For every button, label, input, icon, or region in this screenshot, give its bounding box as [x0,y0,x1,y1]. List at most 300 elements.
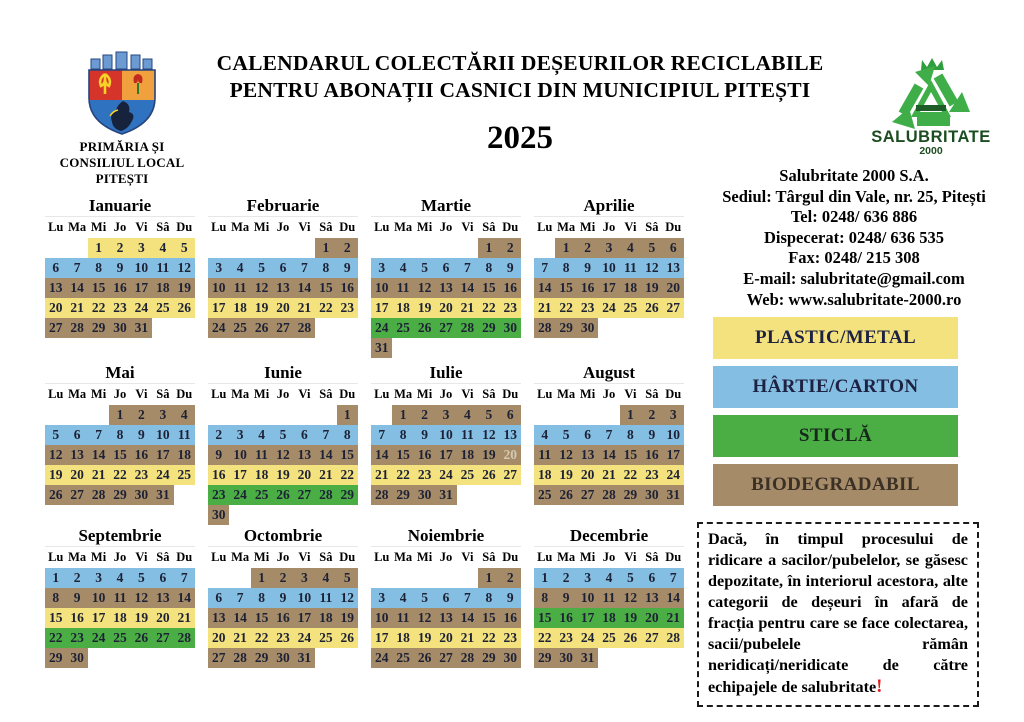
calendar-day: 20 [66,465,87,485]
city-hall-caption [38,139,206,187]
calendar-day: 29 [251,648,272,668]
calendar-day: 7 [371,425,392,445]
calendar-day: 31 [371,338,392,358]
weekday-label: Mi [579,387,596,401]
weekday-label: Ma [231,220,250,234]
calendar-day: 4 [598,568,619,588]
calendar-day: 5 [272,425,293,445]
calendar-day: 16 [208,465,229,485]
week-row [45,568,195,588]
calendar-day: 4 [392,588,413,608]
calendar-day: 26 [131,628,152,648]
calendar-day: 24 [88,628,109,648]
calendar-day: 10 [294,588,315,608]
calendar-day: 11 [457,425,478,445]
calendar-day: 14 [371,445,392,465]
calendar-day: 20 [500,445,521,465]
empty-day-cell [392,568,413,588]
empty-day-cell [45,405,66,425]
calendar-day: 16 [555,608,576,628]
calendar-day: 10 [435,425,456,445]
month-septembrie [45,526,195,689]
empty-day-cell [337,648,358,668]
calendar-day: 3 [371,588,392,608]
calendar-day: 26 [414,318,435,338]
calendar-day: 12 [414,278,435,298]
calendar-day: 3 [152,405,173,425]
weekday-label: Lu [537,387,553,401]
empty-day-cell [371,568,392,588]
empty-day-cell [251,505,272,525]
calendar-day: 11 [152,258,173,278]
calendar-day: 8 [392,425,413,445]
month-title: Iulie [371,363,521,384]
calendar-day: 2 [66,568,87,588]
calendar-day: 16 [500,278,521,298]
empty-day-cell [598,318,619,338]
calendar-day: 12 [641,258,662,278]
contact-info [686,166,1022,310]
calendar-day: 26 [641,298,662,318]
calendar-day: 8 [251,588,272,608]
calendar-day: 15 [620,445,641,465]
caption-line: PRIMĂRIA ȘI [79,139,165,154]
weekday-label: Vi [461,550,474,564]
week-row [371,648,521,668]
calendar-day: 21 [534,298,555,318]
calendar-day: 5 [555,425,576,445]
weekday-label: Ma [68,387,87,401]
weekday-label: Vi [624,550,637,564]
recycle-logo-icon [878,50,984,130]
calendar-day: 29 [392,485,413,505]
calendar-day: 11 [315,588,336,608]
weekday-label: Lu [374,550,390,564]
month-title: Martie [371,196,521,217]
calendar-day: 3 [663,405,684,425]
calendar-day: 27 [641,628,662,648]
empty-day-cell [663,318,684,338]
week-row [371,465,521,485]
calendar-day: 18 [620,278,641,298]
calendar-day: 17 [294,608,315,628]
week-row [208,608,358,628]
week-row [371,278,521,298]
weekday-label: Lu [374,387,390,401]
calendar-day: 16 [641,445,662,465]
calendar-day: 8 [620,425,641,445]
weekday-label: Sâ [482,387,496,401]
weekday-label: Du [665,387,682,401]
weekday-label: Sâ [482,550,496,564]
month-mai [45,363,195,526]
calendar-day: 28 [294,318,315,338]
weekday-label: Mi [579,220,596,234]
calendar-day: 14 [88,445,109,465]
calendar-day: 9 [208,445,229,465]
calendar-day: 22 [478,628,499,648]
weekday-label: Du [502,220,519,234]
calendar-day: 22 [534,628,555,648]
week-row [534,588,684,608]
calendar-day: 26 [45,485,66,505]
weekday-header-row [45,550,195,567]
calendar-day: 9 [109,258,130,278]
calendar-day: 8 [478,588,499,608]
calendar-day: 29 [45,648,66,668]
calendar-day: 15 [534,608,555,628]
calendar-day: 16 [272,608,293,628]
calendar-day: 10 [152,425,173,445]
calendar-day: 22 [109,465,130,485]
empty-day-cell [641,648,662,668]
calendar-day: 17 [131,278,152,298]
salubritate-logo [862,50,1000,157]
calendar-day: 1 [88,238,109,258]
week-row [208,258,358,278]
calendar-day: 13 [500,425,521,445]
month-iulie [371,363,521,526]
calendar-day: 27 [45,318,66,338]
calendar-day: 6 [435,588,456,608]
calendar-day: 15 [315,278,336,298]
empty-day-cell [598,405,619,425]
calendar-day: 5 [337,568,358,588]
calendar-day: 14 [174,588,195,608]
calendar-day: 22 [620,465,641,485]
calendar-day: 5 [131,568,152,588]
empty-day-cell [457,568,478,588]
weekday-label: Mi [253,220,270,234]
calendar-day: 9 [500,258,521,278]
calendar-day: 11 [620,258,641,278]
calendar-day: 21 [229,628,250,648]
weekday-label: Vi [461,220,474,234]
calendar-day: 4 [229,258,250,278]
calendar-day: 28 [88,485,109,505]
week-row [45,588,195,608]
weekday-label: Lu [374,220,390,234]
calendar-day: 14 [457,278,478,298]
week-row [371,568,521,588]
calendar-day: 11 [229,278,250,298]
calendar-day: 24 [663,465,684,485]
calendar-day: 3 [598,238,619,258]
empty-day-cell [109,648,130,668]
empty-day-cell [272,238,293,258]
week-row [534,405,684,425]
calendar-day: 24 [371,318,392,338]
empty-day-cell [272,505,293,525]
calendar-day: 2 [208,425,229,445]
calendar-day: 10 [371,608,392,628]
calendar-day: 22 [315,298,336,318]
calendar-day: 23 [337,298,358,318]
weekday-label: Jo [113,387,127,401]
calendar-day: 22 [392,465,413,485]
calendar-day: 3 [131,238,152,258]
weekday-label: Du [502,387,519,401]
calendar-day: 13 [45,278,66,298]
calendar-day: 21 [457,628,478,648]
pitesti-coat-of-arms [38,48,206,187]
month-title: Aprilie [534,196,684,217]
calendar-day: 3 [294,568,315,588]
calendar-day: 4 [174,405,195,425]
calendar-day: 15 [392,445,413,465]
weekday-label: Lu [211,220,227,234]
weekday-label: Mi [416,387,433,401]
calendar-day: 21 [598,465,619,485]
calendar-day: 2 [109,238,130,258]
calendar-day: 8 [337,425,358,445]
calendar-day: 2 [272,568,293,588]
calendar-day: 1 [251,568,272,588]
week-row [45,405,195,425]
calendar-day: 12 [45,445,66,465]
weekday-label: Mi [579,550,596,564]
empty-day-cell [294,238,315,258]
calendar-day: 19 [620,608,641,628]
calendar-day: 10 [577,588,598,608]
calendar-day: 10 [208,278,229,298]
weekday-label: Jo [276,387,290,401]
calendar-day: 2 [641,405,662,425]
empty-day-cell [414,568,435,588]
weekday-label: Mi [90,220,107,234]
title-line-2: PENTRU ABONAȚII CASNICI DIN MUNICIPIUL PITEȘTI [229,78,811,102]
calendar-day: 16 [577,278,598,298]
salubritate-logo-name: SALUBRITATE [871,128,991,146]
calendar-day: 5 [251,258,272,278]
empty-day-cell [663,648,684,668]
week-row [208,425,358,445]
calendar-day: 19 [555,465,576,485]
weekday-header-row [534,550,684,567]
weekday-label: Sâ [645,550,659,564]
weekday-label: Sâ [319,220,333,234]
warning-exclamation: ! [876,676,883,697]
calendar-day: 2 [337,238,358,258]
calendar-day: 11 [392,608,413,628]
weekday-label: Ma [394,220,413,234]
week-row [534,425,684,445]
week-row [534,298,684,318]
week-row [371,338,521,358]
calendar-day: 25 [315,628,336,648]
month-noiembrie [371,526,521,689]
month-iunie [208,363,358,526]
weekday-label: Sâ [319,550,333,564]
calendar-day: 13 [294,445,315,465]
empty-day-cell [371,405,392,425]
calendar-day: 19 [272,465,293,485]
calendar-day: 3 [229,425,250,445]
empty-day-cell [555,405,576,425]
contact-line: E-mail: salubritate@gmail.com [743,268,965,288]
weekday-label: Vi [298,387,311,401]
calendar-day: 2 [500,568,521,588]
calendar-day: 11 [174,425,195,445]
empty-day-cell [641,318,662,338]
week-row [208,278,358,298]
week-row [371,628,521,648]
calendar-day: 29 [88,318,109,338]
calendar-day: 20 [663,278,684,298]
week-row [208,628,358,648]
contact-line: Tel: 0248/ 636 886 [790,207,918,227]
empty-day-cell [294,405,315,425]
weekday-label: Ma [68,550,87,564]
calendar-day: 6 [294,425,315,445]
calendar-day: 12 [131,588,152,608]
calendar-day: 30 [109,318,130,338]
calendar-day: 14 [229,608,250,628]
calendar-day: 17 [435,445,456,465]
calendar-day: 17 [598,278,619,298]
calendar-day: 29 [478,318,499,338]
calendar-day: 28 [457,318,478,338]
calendar-day: 13 [435,278,456,298]
calendar-day: 20 [152,608,173,628]
weekday-label: Vi [135,387,148,401]
calendar-day: 2 [555,568,576,588]
calendar-day: 21 [66,298,87,318]
calendar-day: 9 [131,425,152,445]
calendar-day: 22 [555,298,576,318]
empty-day-cell [337,505,358,525]
calendar-day: 7 [66,258,87,278]
week-row [208,568,358,588]
calendar-day: 25 [251,485,272,505]
calendar-day: 14 [66,278,87,298]
calendar-day: 30 [272,648,293,668]
coat-of-arms-icon [82,48,162,136]
calendar-day: 11 [251,445,272,465]
calendar-day: 13 [663,258,684,278]
week-row [534,628,684,648]
weekday-header-row [534,387,684,404]
calendar-day: 24 [577,628,598,648]
calendar-day: 3 [88,568,109,588]
weekday-label: Ma [557,220,576,234]
calendar-day: 14 [598,445,619,465]
calendar-day: 9 [500,588,521,608]
calendar-day: 28 [457,648,478,668]
calendar-day: 12 [251,278,272,298]
week-row [534,568,684,588]
empty-day-cell [435,568,456,588]
calendar-day: 3 [371,258,392,278]
empty-day-cell [66,238,87,258]
calendar-day: 6 [641,568,662,588]
empty-day-cell [457,485,478,505]
weekday-label: Lu [211,550,227,564]
calendar-day: 23 [500,628,521,648]
empty-day-cell [152,648,173,668]
calendar-day: 25 [392,318,413,338]
calendar-day: 9 [641,425,662,445]
calendar-day: 24 [294,628,315,648]
empty-day-cell [45,238,66,258]
empty-day-cell [208,405,229,425]
calendar-day: 27 [577,485,598,505]
empty-day-cell [229,238,250,258]
week-row [534,238,684,258]
calendar-day: 29 [620,485,641,505]
calendar-day: 5 [478,405,499,425]
empty-day-cell [315,318,336,338]
calendar-day: 2 [577,238,598,258]
calendar-day: 6 [208,588,229,608]
calendar-day: 16 [500,608,521,628]
calendar-day: 7 [534,258,555,278]
empty-day-cell [337,318,358,338]
weekday-header-row [208,550,358,567]
weekday-label: Sâ [645,220,659,234]
calendar-day: 2 [500,238,521,258]
empty-day-cell [272,405,293,425]
week-row [45,298,195,318]
week-row [45,278,195,298]
week-row [534,318,684,338]
calendar-day: 12 [272,445,293,465]
calendar-day: 20 [577,465,598,485]
calendar-day: 4 [457,405,478,425]
calendar-day: 6 [66,425,87,445]
weekday-label: Ma [557,387,576,401]
calendar-day: 13 [152,588,173,608]
weekday-label: Du [339,220,356,234]
week-row [208,238,358,258]
calendar-day: 4 [534,425,555,445]
month-title: Noiembrie [371,526,521,547]
calendar-day: 6 [577,425,598,445]
calendar-day: 12 [337,588,358,608]
week-row [371,238,521,258]
calendar-day: 1 [337,405,358,425]
empty-day-cell [414,238,435,258]
calendar-day: 23 [66,628,87,648]
month-ianuarie [45,196,195,363]
weekday-label: Du [176,220,193,234]
legend-item-hartie: HÂRTIE/CARTON [713,366,958,408]
calendar-day: 27 [66,485,87,505]
calendar-day: 4 [152,238,173,258]
calendar-day: 19 [131,608,152,628]
weekday-header-row [371,387,521,404]
calendar-day: 9 [414,425,435,445]
weekday-label: Mi [90,387,107,401]
calendar-day: 30 [555,648,576,668]
calendar-day: 4 [109,568,130,588]
calendar-day: 20 [294,465,315,485]
empty-day-cell [392,238,413,258]
empty-day-cell [478,338,499,358]
weekday-label: Jo [113,550,127,564]
calendar-day: 31 [577,648,598,668]
calendar-day: 24 [152,465,173,485]
legend-item-plastic: PLASTIC/METAL [713,317,958,359]
month-title: Iunie [208,363,358,384]
calendar-day: 25 [457,465,478,485]
calendar-day: 30 [131,485,152,505]
calendar-day: 7 [229,588,250,608]
calendar-day: 8 [109,425,130,445]
empty-day-cell [500,485,521,505]
calendar-day: 12 [414,608,435,628]
calendar-day: 1 [392,405,413,425]
